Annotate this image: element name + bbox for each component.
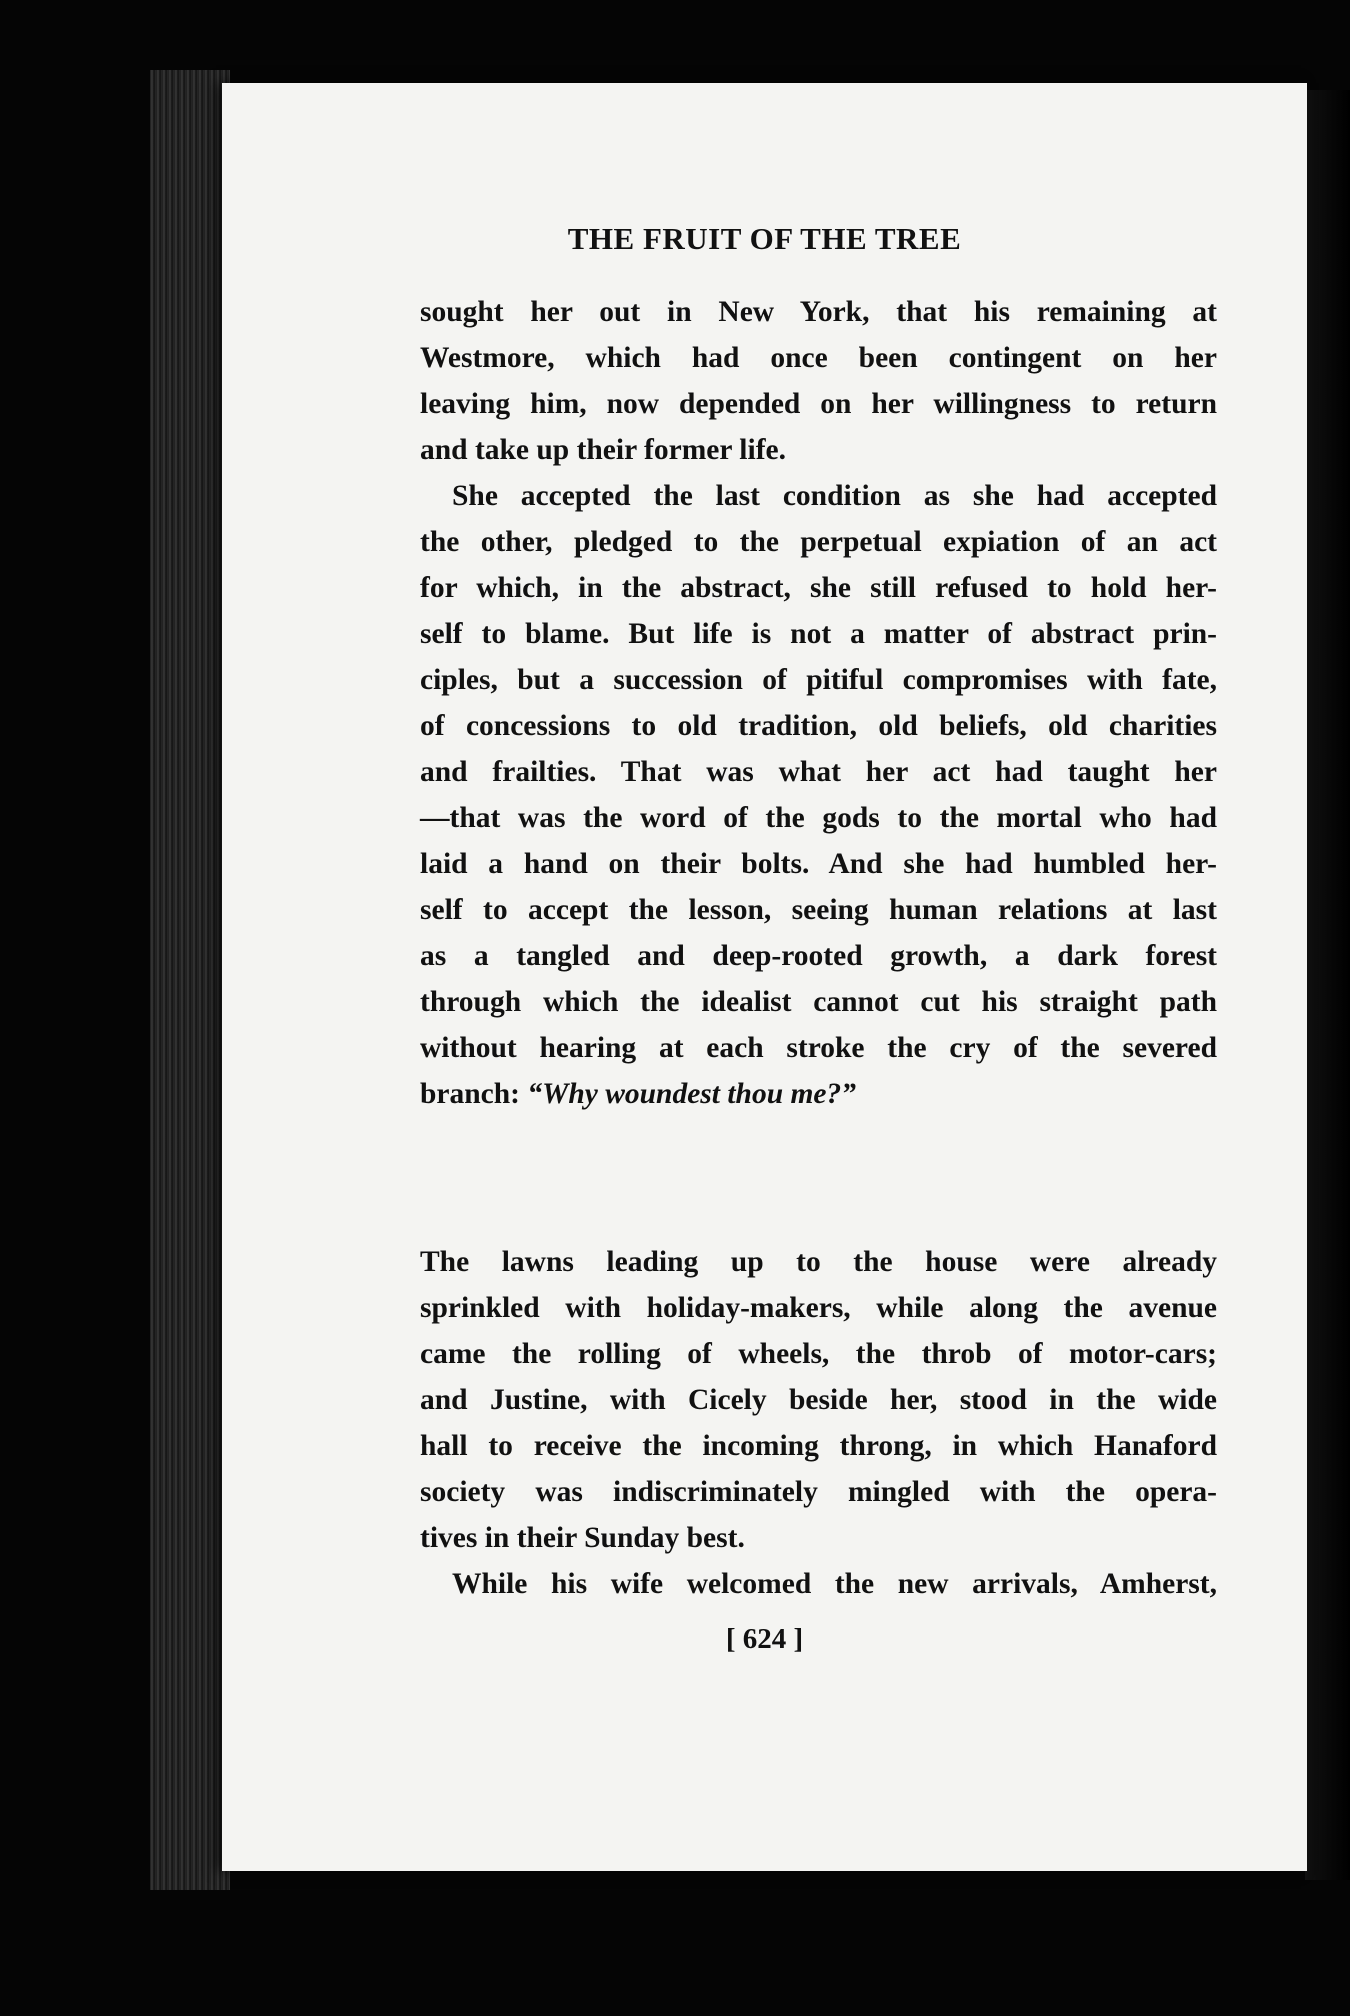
text-segment: branch: bbox=[420, 1078, 520, 1110]
text-line: self to blame. But life is not a matter of abstract prin- bbox=[420, 618, 1217, 650]
text-line-last bbox=[420, 1071, 1217, 1117]
text-line: laid a hand on their bolts. And she had humbled her- bbox=[420, 848, 1217, 880]
text-line: ciples, but a succession of pitiful compromises with fate, bbox=[420, 664, 1217, 696]
text-line: She accepted the last condition as she had accepted bbox=[452, 480, 1217, 512]
italic-quote: “Why woundest thou me?” bbox=[527, 1078, 857, 1110]
text-line: society was indiscriminately mingled with the opera- bbox=[420, 1476, 1217, 1508]
text-line: Westmore, which had once been contingent on her bbox=[420, 342, 1217, 374]
text-line: and frailties. That was what her act had taught her bbox=[420, 756, 1217, 788]
text-line: leaving him, now depended on her willingness to return bbox=[420, 388, 1217, 420]
text-line: sought her out in New York, that his remaining at bbox=[420, 296, 1217, 328]
text-line: sprinkled with holiday-makers, while along the avenue bbox=[420, 1292, 1217, 1324]
page-edge bbox=[150, 70, 230, 1890]
text-line: self to accept the lesson, seeing human relations at last bbox=[420, 894, 1217, 926]
text-line: the other, pledged to the perpetual expiation of an act bbox=[420, 526, 1217, 558]
text-line: —that was the word of the gods to the mortal who had bbox=[420, 802, 1217, 834]
text-line: as a tangled and deep-rooted growth, a dark forest bbox=[420, 940, 1217, 972]
book-page bbox=[222, 83, 1307, 1871]
text-block-top bbox=[420, 289, 1217, 1117]
text-block-bottom bbox=[420, 1239, 1217, 1607]
text-line: tives in their Sunday best. bbox=[420, 1522, 745, 1554]
text-line: of concessions to old tradition, old beliefs, old charities bbox=[420, 710, 1217, 742]
text-line: without hearing at each stroke the cry of the severed bbox=[420, 1032, 1217, 1064]
text-line: through which the idealist cannot cut his straight path bbox=[420, 986, 1217, 1018]
text-line: for which, in the abstract, she still refused to hold her- bbox=[420, 572, 1217, 604]
running-head: THE FRUIT OF THE TREE bbox=[567, 221, 962, 256]
text-line: and take up their former life. bbox=[420, 434, 786, 466]
page-number: [ 624 ] bbox=[725, 1623, 804, 1655]
text-line: hall to receive the incoming throng, in which Hanaford bbox=[420, 1430, 1217, 1462]
text-line: and Justine, with Cicely beside her, stood in the wide bbox=[420, 1384, 1217, 1416]
text-line: came the rolling of wheels, the throb of motor-cars; bbox=[420, 1338, 1217, 1370]
right-shadow bbox=[1305, 90, 1350, 1880]
text-line: The lawns leading up to the house were already bbox=[420, 1246, 1217, 1278]
text-line: While his wife welcomed the new arrivals, Amherst, bbox=[452, 1568, 1217, 1600]
